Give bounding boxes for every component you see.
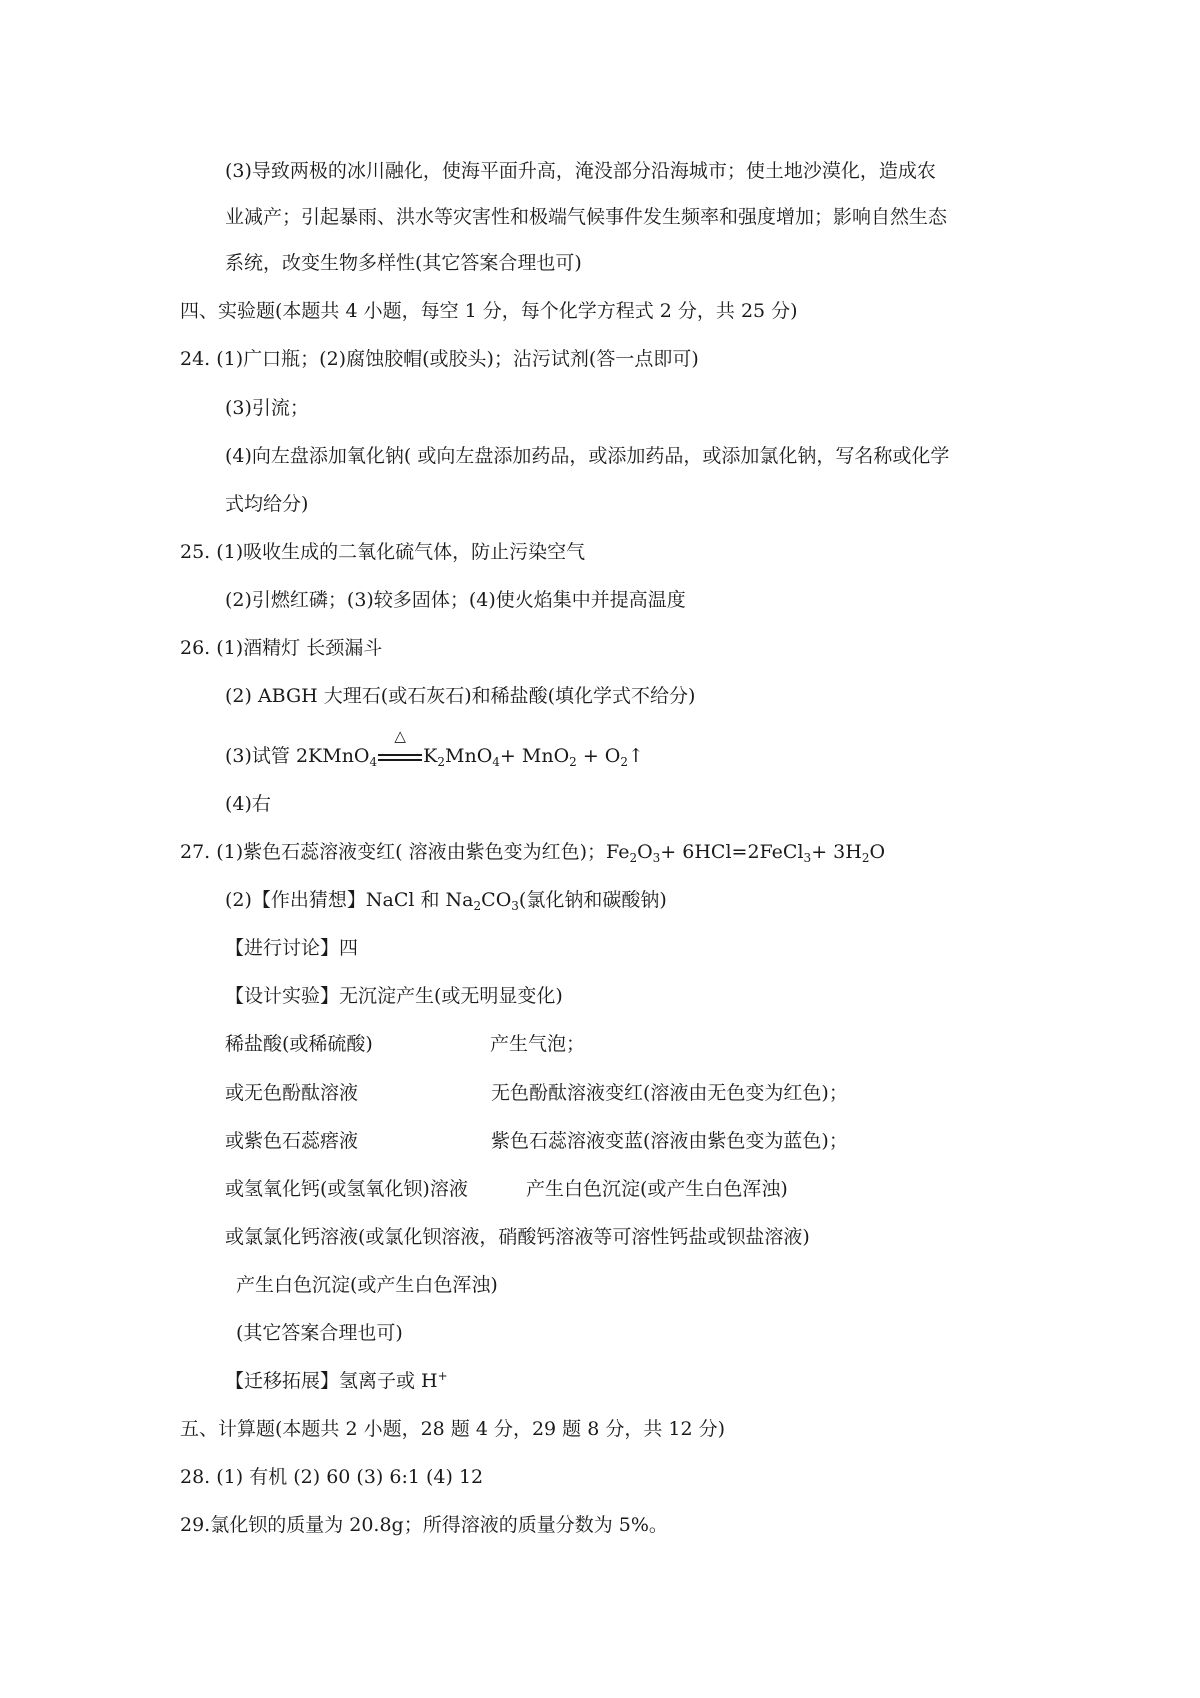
- q23-3-line-3: 系统，改变生物多样性(其它答案合理也可): [225, 252, 582, 274]
- q23-3-line-2: 业减产；引起暴雨、洪水等灾害性和极端气候事件发生频率和强度增加；影响自然生态: [225, 206, 948, 228]
- q27-extend-text: 【迁移拓展】氢离子或 H: [225, 1370, 438, 1392]
- design-row-5: 或氯氯化钙溶液(或氯化钡溶液，硝酸钙溶液等可溶性钙盐或钡盐溶液): [225, 1226, 810, 1248]
- q26-3-prefix: (3)试管 2KMnO: [225, 745, 370, 767]
- design-row-7: (其它答案合理也可): [236, 1322, 403, 1344]
- design-row-6: 产生白色沉淀(或产生白色浑浊): [236, 1274, 498, 1296]
- q27-extend: 【迁移拓展】氢离子或 H+: [225, 1369, 448, 1392]
- q27-1-text: 27. (1)紫色石蕊溶液变红( 溶液由紫色变为红色)；: [180, 841, 607, 863]
- design-row-2-left: 或无色酚酞溶液: [225, 1082, 359, 1104]
- q27-discuss: 【进行讨论】四: [225, 937, 359, 959]
- design-row-1-right: 产生气泡；: [490, 1033, 586, 1055]
- q26-line-2: (2) ABGH 大理石(或石灰石)和稀盐酸(填化学式不给分): [225, 685, 696, 707]
- design-row-1-left: 稀盐酸(或稀硫酸): [225, 1033, 373, 1055]
- q26-line-3-equation: (3)试管 2KMnO$_4$ △ $K_2MnO_4+ MnO_2$ + $O_2↑$: [225, 727, 644, 769]
- q24-line-1: 24. (1)广口瓶；(2)腐蚀胶帽(或胶头)；沾污试剂(答一点即可): [180, 348, 699, 370]
- q25-line-1: 25. (1)吸收生成的二氧化硫气体，防止污染空气: [180, 541, 586, 563]
- design-row-4-left: 或氢氧化钙(或氢氧化钡)溶液: [225, 1178, 468, 1200]
- q28-line: 28. (1) 有机 (2) 60 (3) 6:1 (4) 12: [180, 1466, 484, 1488]
- section-4-heading: 四、实验题(本题共 4 小题，每空 1 分，每个化学方程式 2 分，共 25 分): [180, 300, 798, 322]
- q24-line-4a: (4)向左盘添加氧化钠( 或向左盘添加药品，或添加药品，或添加氯化钠，写名称或化学: [225, 445, 950, 467]
- q27-line-2: (2)【作出猜想】NaCl 和 $Na_2CO_3$(氯化钠和碳酸钠): [225, 889, 667, 913]
- q29-line: 29.氯化钡的质量为 20.8g；所得溶液的质量分数为 5%。: [180, 1514, 668, 1536]
- design-row-3-right: 紫色石蕊溶液变蓝(溶液由紫色变为蓝色)；: [491, 1130, 848, 1152]
- q26-line-4: (4)右: [225, 793, 271, 815]
- section-5-heading: 五、计算题(本题共 2 小题，28 题 4 分，29 题 8 分，共 12 分): [180, 1418, 726, 1440]
- q27-2-suffix: (氯化钠和碳酸钠): [518, 889, 667, 911]
- design-row-4-right: 产生白色沉淀(或产生白色浑浊): [526, 1178, 788, 1200]
- heating-triangle: △: [394, 727, 406, 745]
- design-row-2-right: 无色酚酞溶液变红(溶液由无色变为红色)；: [491, 1082, 848, 1104]
- design-row-3-left: 或紫色石蕊瘩液: [225, 1130, 359, 1152]
- q27-design: 【设计实验】无沉淀产生(或无明显变化): [225, 985, 563, 1007]
- q27-2-prefix: (2)【作出猜想】NaCl 和 Na: [225, 889, 474, 911]
- q23-3-line-1: (3)导致两极的冰川融化，使海平面升高，淹没部分沿海城市；使土地沙漠化，造成农: [225, 160, 936, 182]
- q25-line-2: (2)引燃红磷；(3)较多固体；(4)使火焰集中并提高温度: [225, 589, 686, 611]
- heating-condition-sign: [377, 727, 423, 769]
- q27-line-1: 27. (1)紫色石蕊溶液变红( 溶液由紫色变为红色)；$Fe_2O_3+$ 6HCl=2FeCl$_3$+ $3H_2O$: [180, 841, 886, 865]
- q24-line-4b: 式均给分): [225, 493, 309, 515]
- q26-line-1: 26. (1)酒精灯 长颈漏斗: [180, 637, 383, 659]
- q24-line-3: (3)引流；: [225, 397, 309, 419]
